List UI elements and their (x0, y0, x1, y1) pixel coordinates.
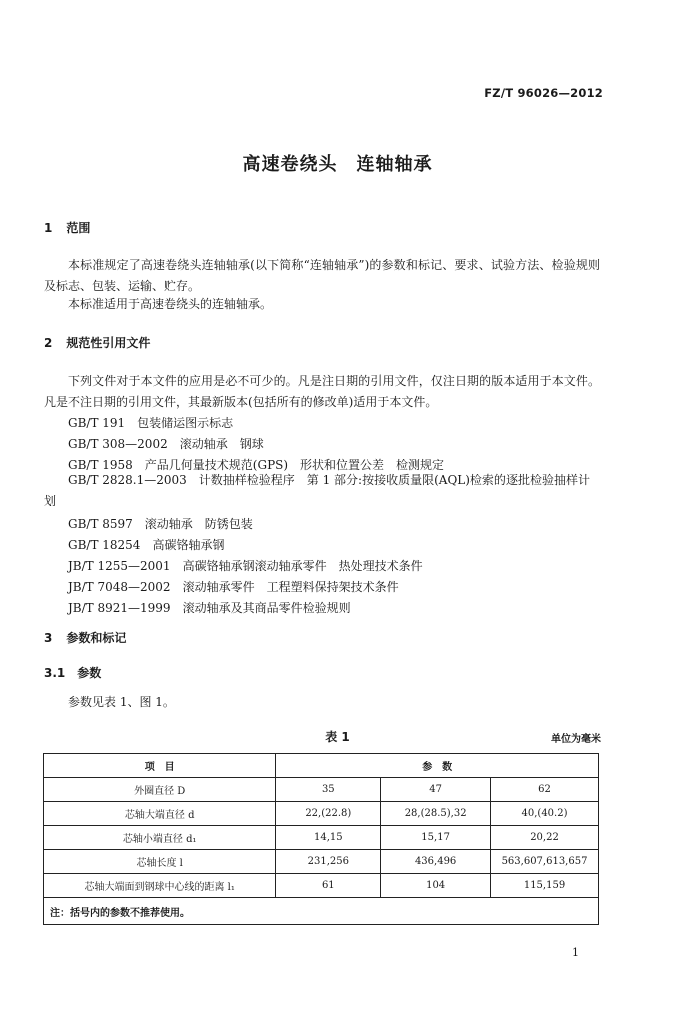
reference-item: GB/T 8597 滚动轴承 防锈包装 (68, 517, 253, 531)
reference-item: JB/T 8921—1999 滚动轴承及其商品零件检验规则 (68, 601, 351, 615)
table-row (44, 874, 599, 898)
section-1-heading (44, 219, 90, 236)
subsection-3-1-heading (44, 664, 101, 681)
cell: 563,607,613,657 (491, 850, 599, 874)
header-item: 项 目 (44, 754, 276, 778)
cell: 62 (491, 778, 599, 802)
section-1-title: 范围 (66, 221, 91, 235)
reference-item: GB/T 308—2002 滚动轴承 钢球 (68, 437, 264, 451)
section-2-heading (44, 334, 150, 351)
cell: 28,(28.5),32 (381, 802, 491, 826)
cell: 436,496 (381, 850, 491, 874)
page-number: 1 (572, 946, 579, 959)
cell: 40,(40.2) (491, 802, 599, 826)
subsection-3-1-number: 3.1 (44, 666, 66, 680)
table-caption: 表 1 (325, 730, 350, 744)
row-label: 芯轴大端直径 d (44, 802, 276, 826)
section-2-number: 2 (44, 336, 53, 350)
reference-item-wrapped: GB/T 2828.1—2003 计数抽样检验程序 第 1 部分:按接收质量限(AQL)检索的逐批检验抽样计划 (44, 473, 590, 508)
document-title: 高速卷绕头 连轴轴承 (242, 154, 433, 175)
reference-item: JB/T 1255—2001 高碳铬轴承钢滚动轴承零件 热处理技术条件 (68, 559, 423, 573)
table-row (44, 826, 599, 850)
reference-item: GB/T 1958 产品几何量技术规范(GPS) 形状和位置公差 检测规定 (68, 458, 445, 472)
standard-code: FZ/T 96026—2012 (484, 86, 603, 100)
reference-item: GB/T 191 包装储运图示标志 (68, 416, 234, 430)
section-1-paragraph-2: 本标准适用于高速卷绕头的连轴轴承。 (68, 297, 273, 311)
section-3-heading (44, 629, 126, 646)
cell: 22,(22.8) (276, 802, 381, 826)
cell: 104 (381, 874, 491, 898)
cell: 115,159 (491, 874, 599, 898)
cell: 47 (381, 778, 491, 802)
table-row (44, 850, 599, 874)
cell: 14,15 (276, 826, 381, 850)
cell: 231,256 (276, 850, 381, 874)
section-3-title: 参数和标记 (66, 631, 127, 645)
cell: 20,22 (491, 826, 599, 850)
header-param: 参 数 (276, 754, 599, 778)
reference-item: GB/T 18254 高碳铬轴承钢 (68, 538, 225, 552)
parameter-table (43, 753, 599, 925)
section-2-paragraph-1: 下列文件对于本文件的应用是必不可少的。凡是注日期的引用文件，仅注日期的版本适用于本文件。凡是不注日期的引用文件，其最新版本(包括所有的修改单)适用于本文件。 (44, 374, 600, 409)
section-1-number: 1 (44, 221, 53, 235)
table-unit: 单位为毫米 (551, 734, 601, 745)
section-1-paragraph-1: 本标准规定了高速卷绕头连轴轴承(以下简称“连轴轴承”)的参数和标记、要求、试验方法、检验规则及标志、包装、运输、贮存。 (44, 258, 600, 293)
cell: 61 (276, 874, 381, 898)
row-label: 芯轴小端直径 d₁ (44, 826, 276, 850)
row-label: 芯轴长度 l (44, 850, 276, 874)
section-3-number: 3 (44, 631, 53, 645)
row-label: 外圈直径 D (44, 778, 276, 802)
table-note-row (44, 898, 599, 925)
table-header-row (44, 754, 599, 778)
reference-item: JB/T 7048—2002 滚动轴承零件 工程塑料保持架技术条件 (68, 580, 399, 594)
row-label: 芯轴大端面到钢球中心线的距离 l₁ (44, 874, 276, 898)
section-2-title: 规范性引用文件 (66, 336, 151, 350)
table-row (44, 778, 599, 802)
subsection-3-1-title: 参数 (77, 666, 102, 680)
subsection-3-1-paragraph: 参数见表 1、图 1。 (68, 695, 175, 709)
cell: 15,17 (381, 826, 491, 850)
table-row (44, 802, 599, 826)
table-note: 注：括号内的参数不推荐使用。 (44, 898, 599, 925)
cell: 35 (276, 778, 381, 802)
